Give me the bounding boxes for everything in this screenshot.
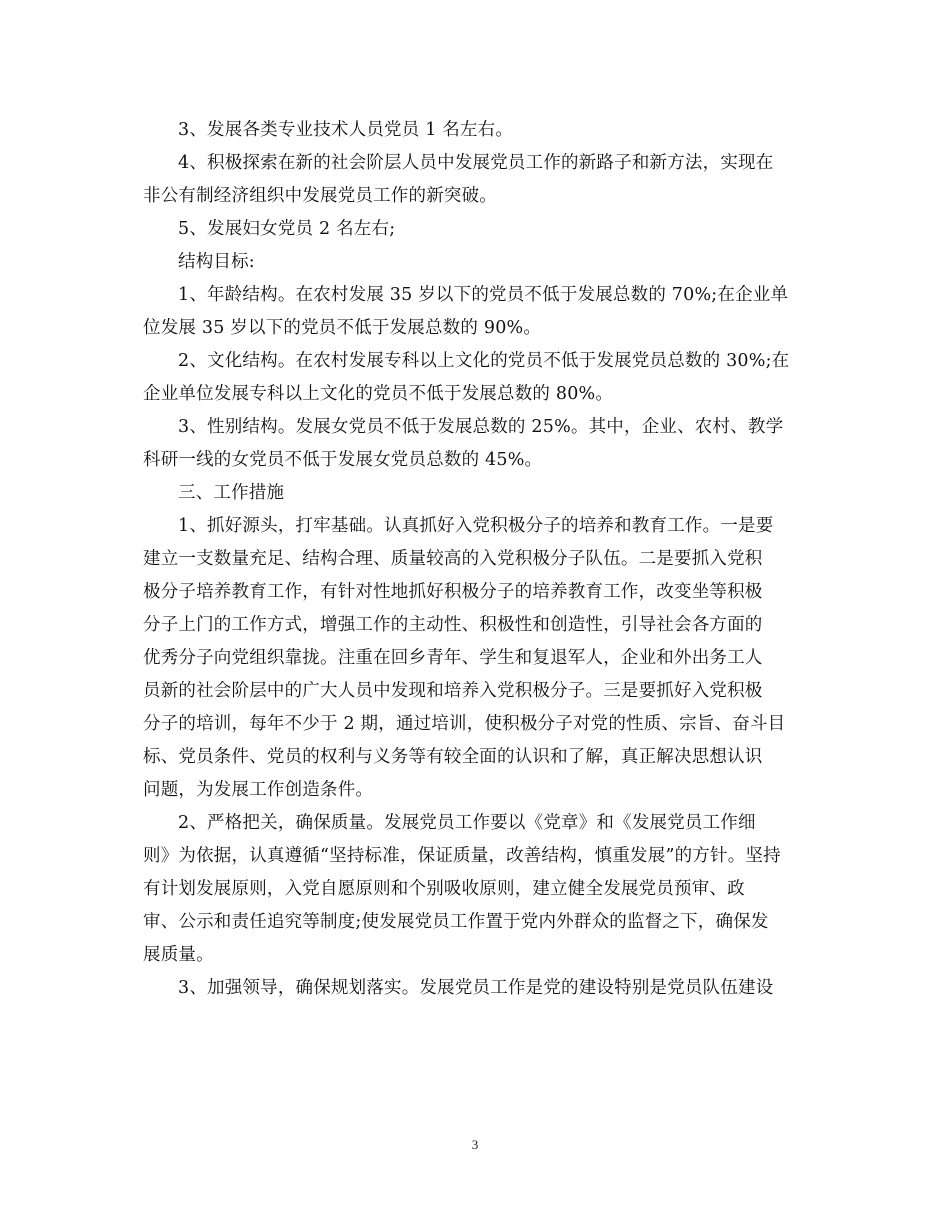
text-line: 建立一支数量充足、结构合理、质量较高的入党积极分子队伍。二是要抓入党积 [143,549,763,569]
text-line: 分子上门的工作方式，增强工作的主动性、积极性和创造性，引导社会各方面的 [143,615,763,635]
text-line: 1、抓好源头，打牢基础。认真抓好入党积极分子的培养和教育工作。一是要 [178,516,774,536]
paragraph-p10 [143,807,808,972]
paragraph-p9 [143,510,808,807]
text-line: 4、积极探索在新的社会阶层人员中发展党员工作的新路子和新方法，实现在 [178,153,774,173]
paragraph-p8 [143,477,808,510]
paragraph-p5 [143,279,808,345]
text-line: 非公有制经济组织中发展党员工作的新突破。 [143,186,497,206]
text-line: 结构目标: [178,252,255,272]
text-line: 5、发展妇女党员 2 名左右; [178,219,396,239]
text-line: 展质量。 [143,945,214,965]
text-line: 员新的社会阶层中的广大人员中发现和培养入党积极分子。三是要抓好入党积极 [143,681,763,701]
text-line: 分子的培训，每年不少于 2 期，通过培训，使积极分子对党的性质、宗旨、奋斗目 [143,714,786,734]
text-line: 位发展 35 岁以下的党员不低于发展总数的 90%。 [143,318,542,338]
paragraph-p6 [143,345,808,411]
text-line: 优秀分子向党组织靠拢。注重在回乡青年、学生和复退军人，企业和外出务工人 [143,648,763,668]
paragraph-p3 [143,213,808,246]
text-line: 审、公示和责任追究等制度;使发展党员工作置于党内外群众的监督之下，确保发 [143,912,769,932]
paragraph-p1 [143,114,808,147]
text-line: 三、工作措施 [178,483,285,503]
text-line: 1、年龄结构。在农村发展 35 岁以下的党员不低于发展总数的 70%;在企业单 [178,285,789,305]
text-line: 企业单位发展专科以上文化的党员不低于发展总数的 80%。 [143,384,614,404]
text-line: 3、发展各类专业技术人员党员 1 名左右。 [178,120,514,140]
text-line: 问题，为发展工作创造条件。 [143,780,374,800]
paragraph-p7 [143,411,808,477]
paragraph-p4 [143,246,808,279]
document-body [143,114,808,1005]
paragraph-p11 [143,972,808,1005]
text-line: 极分子培养教育工作，有针对性地抓好积极分子的培养教育工作，改变坐等积极 [143,582,763,602]
text-line: 3、加强领导，确保规划落实。发展党员工作是党的建设特别是党员队伍建设 [178,978,774,998]
text-line: 则》为依据，认真遵循“坚持标准，保证质量，改善结构，慎重发展”的方针。坚持 [143,846,781,866]
text-line: 有计划发展原则，入党自愿原则和个别吸收原则，建立健全发展党员预审、政 [143,879,745,899]
text-line: 科研一线的女党员不低于发展女党员总数的 45%。 [143,450,543,470]
text-line: 2、文化结构。在农村发展专科以上文化的党员不低于发展党员总数的 30%;在 [178,351,790,371]
text-line: 标、党员条件、党员的权利与义务等有较全面的认识和了解，真正解决思想认识 [143,747,763,767]
paragraph-p2 [143,147,808,213]
text-line: 3、性别结构。发展女党员不低于发展总数的 25%。其中，企业、农村、教学 [178,417,784,437]
page-number: 3 [471,1137,479,1152]
text-line: 2、严格把关，确保质量。发展党员工作要以《党章》和《发展党员工作细 [178,813,756,833]
